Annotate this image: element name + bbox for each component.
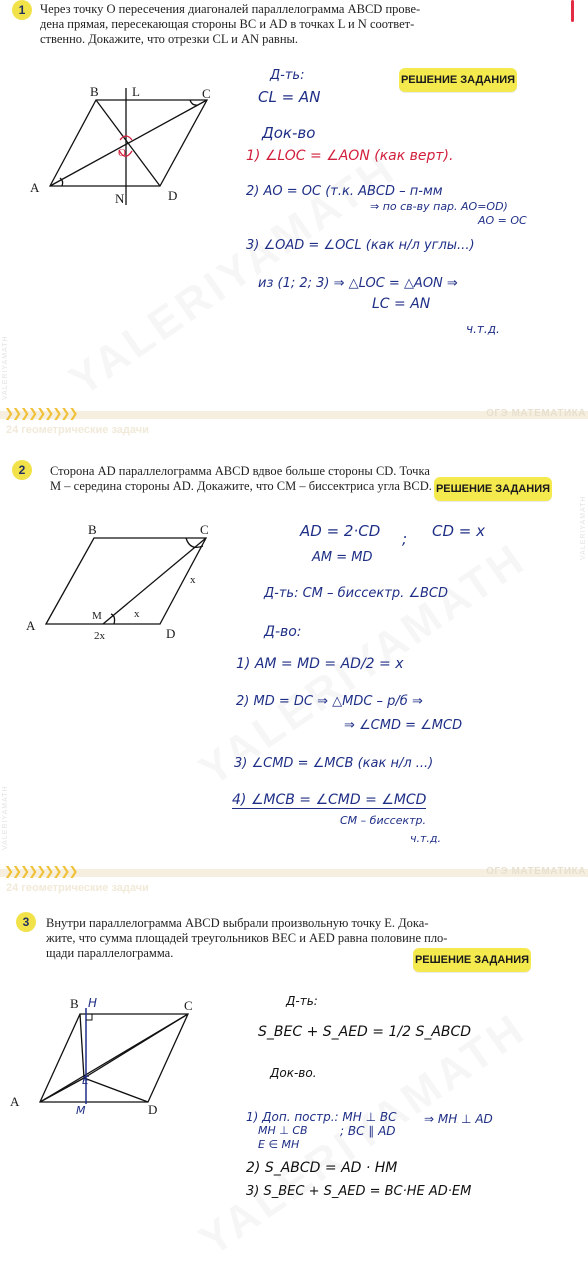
solution-line: CM – биссектр.: [340, 814, 426, 827]
segment-ce: [84, 1014, 188, 1078]
label-x: x: [134, 608, 140, 620]
task-text-line: Сторона AD параллелограмма ABCD вдвое больше стороны CD. Точка: [50, 464, 430, 478]
label-2x: 2x: [94, 630, 105, 642]
solution-line: 1) ∠LOC = ∠AON (как верт).: [246, 148, 454, 164]
solution-line: 3) S_BEC + S_AED = BC·HE AD·EM: [246, 1184, 472, 1199]
solution-line: CD = x: [432, 522, 486, 540]
label-d: D: [166, 626, 176, 641]
label-m: M: [76, 1104, 86, 1117]
divider-label-left: 24 геометрические задачи: [6, 424, 149, 436]
label-a: A: [30, 180, 40, 195]
task-text-line: щади параллелограмма.: [46, 946, 174, 960]
task-number-badge: 3: [16, 912, 36, 932]
label-x: x: [190, 574, 196, 586]
label-c: C: [184, 998, 193, 1013]
solution-line: MH ⊥ CB: [258, 1124, 308, 1137]
side-watermark: VALERIYAMATH: [580, 495, 587, 560]
task-text-line: Внутри параллелограмма ABCD выбрали произвольную точку E. Дока-: [46, 916, 429, 930]
label-a: A: [10, 1094, 20, 1109]
solution-line: S_BEC + S_AED = 1/2 S_ABCD: [258, 1024, 472, 1040]
task-text-line: жите, что сумма площадей треугольников BEC и AED равна половине пло-: [46, 931, 448, 945]
solution-line: Д-ть:: [270, 68, 305, 83]
label-l: L: [132, 84, 140, 99]
solution-line: Д-ть:: [286, 994, 318, 1008]
solution-line: ч.т.д.: [410, 832, 442, 845]
chevrons-icon: ❯❯❯❯❯❯❯❯❯: [4, 864, 77, 878]
solution-line: 4) ∠MCB = ∠CMD = ∠MCD: [232, 792, 427, 808]
task-text-line: дена прямая, пересекающая стороны BC и AD в точках L и N соответ-: [40, 17, 415, 31]
solution-line: CL = AN: [258, 88, 321, 106]
label-m: M: [92, 610, 102, 622]
label-c: C: [200, 522, 209, 537]
solution-line: ;: [402, 530, 408, 548]
solution-line: 2) MD = DC ⇒ △MDC – р/б ⇒: [236, 694, 423, 709]
solution-line: 3) ∠CMD = ∠MCB (как н/л ...): [234, 756, 434, 771]
solution-button[interactable]: РЕШЕНИЕ ЗАДАНИЯ: [413, 948, 531, 972]
solution-button[interactable]: РЕШЕНИЕ ЗАДАНИЯ: [399, 68, 517, 92]
segment-ae: [40, 1078, 84, 1102]
side-watermark: VALERIYAMATH: [2, 785, 9, 850]
label-d: D: [168, 188, 178, 203]
solution-line: 2) S_ABCD = AD · HM: [246, 1160, 398, 1176]
divider-label-right: ОГЭ МАТЕМАТИКА: [486, 866, 586, 877]
label-b: B: [88, 522, 97, 537]
label-a: A: [26, 618, 36, 633]
solution-line: Док-во: [262, 124, 316, 142]
solution-line: ; BC ∥ AD: [340, 1124, 396, 1138]
label-c: C: [202, 86, 211, 101]
divider-label-left: 24 геометрические задачи: [6, 882, 149, 894]
solution-line: 1) AM = MD = AD/2 = x: [236, 656, 404, 672]
side-watermark: VALERIYAMATH: [2, 335, 9, 400]
label-n: N: [115, 191, 125, 206]
solution-line: E ∈ MH: [258, 1138, 300, 1151]
solution-line: 2) AO = OC (т.к. ABCD – п-мм: [246, 184, 443, 199]
task-number-badge: 2: [12, 460, 32, 480]
label-h: H: [88, 996, 98, 1010]
segment-be: [80, 1014, 84, 1078]
label-e: E: [82, 1074, 89, 1087]
label-b: B: [70, 996, 79, 1011]
divider-label-right: ОГЭ МАТЕМАТИКА: [486, 408, 586, 419]
chevrons-icon: ❯❯❯❯❯❯❯❯❯: [4, 406, 77, 420]
solution-line: AM = MD: [312, 550, 373, 565]
solution-line: ⇒ по св-ву пар. AO=OD): [370, 200, 508, 213]
label-o: O: [118, 147, 126, 159]
task-text-line: ственно. Докажите, что отрезки CL и AN равны.: [40, 32, 299, 46]
task-number-badge: 1: [12, 0, 32, 20]
solution-button[interactable]: РЕШЕНИЕ ЗАДАНИЯ: [434, 477, 552, 501]
label-d: D: [148, 1102, 158, 1117]
solution-line: Док-во.: [270, 1066, 317, 1080]
solution-line: AO = OC: [478, 214, 527, 227]
solution-line: ⇒ MH ⊥ AD: [424, 1112, 493, 1126]
right-angle-mark: [86, 1014, 92, 1020]
solution-line: LC = AN: [372, 296, 431, 312]
task-text-line: M – середина стороны AD. Докажите, что CM – биссектриса угла BCD.: [50, 479, 432, 493]
solution-line: из (1; 2; 3) ⇒ △LOC = △AON ⇒: [258, 276, 458, 291]
task-text-line: Через точку O пересечения диагоналей параллелограмма ABCD прове-: [40, 2, 421, 16]
solution-line: 1) Доп. постр.: MH ⊥ BC: [246, 1110, 397, 1124]
solution-line: AD = 2·CD: [300, 522, 381, 540]
solution-line: ⇒ ∠CMD = ∠MCD: [344, 718, 463, 733]
solution-line: 3) ∠OAD = ∠OCL (как н/л углы...): [246, 238, 475, 253]
solution-line: ч.т.д.: [466, 322, 500, 336]
segment-de: [84, 1078, 148, 1102]
solution-line: Д-во:: [264, 624, 302, 640]
solution-line: Д-ть: CM – биссектр. ∠BCD: [264, 586, 449, 601]
label-b: B: [90, 84, 99, 99]
